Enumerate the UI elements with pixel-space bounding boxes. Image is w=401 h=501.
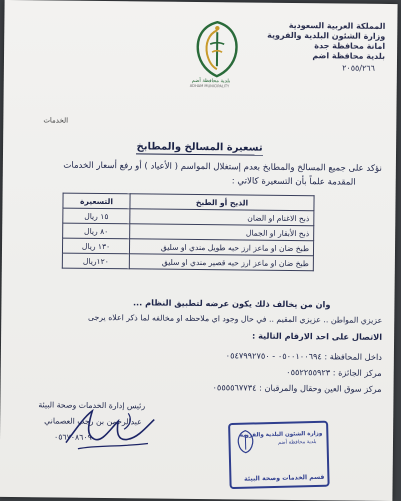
table-header-price: التسعيرة	[63, 193, 130, 209]
signatory-phone: ٠٥٦٧٠٨٦٠٩	[53, 432, 92, 442]
table-cell-price: ١٣٠ ريال	[62, 238, 129, 254]
table-cell-item: طبخ ضان او ماعز ارز حبه طويل مندي او سليق	[129, 239, 313, 256]
official-stamp	[228, 421, 330, 489]
table-cell-item: طبخ ضان او ماعز ارز حبه قصير مندي او سليق	[129, 254, 313, 271]
notice-line: عزيزي المواطن .. عزيزي المقيم .. في حال وجود اي ملاحظه او مخالفه لما ذكر اعلاه يرجى	[87, 312, 383, 325]
contact-numbers: ٠٥٥٢٢٥٥٩٢٣	[286, 366, 331, 378]
handwritten-signature-icon	[58, 399, 167, 456]
stamp-municipality: بلدية محافظة أضم	[277, 438, 317, 446]
contact-row-souq-alain	[213, 382, 382, 394]
price-table	[62, 193, 315, 272]
document-title-text: تسعيرة المسالخ والمطابخ	[136, 141, 263, 154]
subject-label: الخدمات	[43, 116, 69, 125]
municipality-logo-icon	[188, 18, 247, 85]
signatory-title: رئيس إدارة الخدمات وصحة البيئة	[38, 400, 146, 411]
table-header-item: الذبح أو الطبخ	[130, 194, 314, 211]
contact-numbers: ٠٥٥٥٥٦٧٧٣٤	[212, 382, 257, 393]
intro-paragraph-line-2: المقدمة علماً بأن التسعيرة كالاتي :	[231, 176, 356, 188]
table-cell-item: ذبح الاغنام او الضان	[130, 209, 314, 226]
header-amana: امانة محافظة جدة	[314, 41, 386, 51]
warning-line: وان من يخالف ذلك يكون عرضه لتطبيق النظام ...	[132, 297, 331, 310]
table-row	[62, 253, 313, 271]
contact-row-jaizah	[286, 367, 382, 378]
header-reference: ٢٠٥٥/٢٦٦	[342, 63, 375, 73]
stamp-department: قسم الخدمات وصحة البيئة	[244, 473, 325, 483]
contact-label: مركز الجائزة :	[332, 367, 382, 378]
header-municipality: بلدية محافظة اضم	[312, 51, 386, 61]
contact-label: مركز سوق العين وحقال والمرقبان :	[259, 382, 382, 394]
logo-caption: بلدية محافظة أضم	[191, 77, 231, 85]
table-cell-price: ١٥ ريال	[63, 208, 130, 224]
table-cell-price: ٨٠ ريال	[63, 223, 130, 239]
intro-paragraph-line-1: نؤكد على جميع المسالخ والمطابخ بعدم إستغلال المواسم ( الأعياد ) أو رفع أسعار الخدمات	[63, 160, 382, 174]
header-ministry: وزارة الشئون البلدية والقروية	[267, 30, 386, 41]
contact-numbers: ٠٥٠٠١٠٠٦٩٤ - ٠٥٤٧٩٩٢٧٥٠	[225, 350, 322, 362]
document-title	[3, 140, 396, 155]
contact-intro: الاتصال على احد الارقام التالية :	[251, 330, 383, 342]
logo-caption-en: ADHAM MUNICIPALITY	[189, 83, 230, 89]
stamp-ministry: وزارة الشئون البلدية والقروية	[239, 430, 323, 439]
table-cell-price: ١٢٠ريال	[62, 253, 129, 269]
contact-row-governorate	[226, 350, 382, 362]
table-cell-item: ذبح الأبقار او الجمال	[130, 224, 314, 241]
signatory-name: عبدالرحمن بن رجب العصماني	[44, 416, 142, 427]
header-country: المملكة العربية السعودية	[288, 20, 386, 31]
contact-label: داخل المحافظة :	[324, 351, 382, 362]
